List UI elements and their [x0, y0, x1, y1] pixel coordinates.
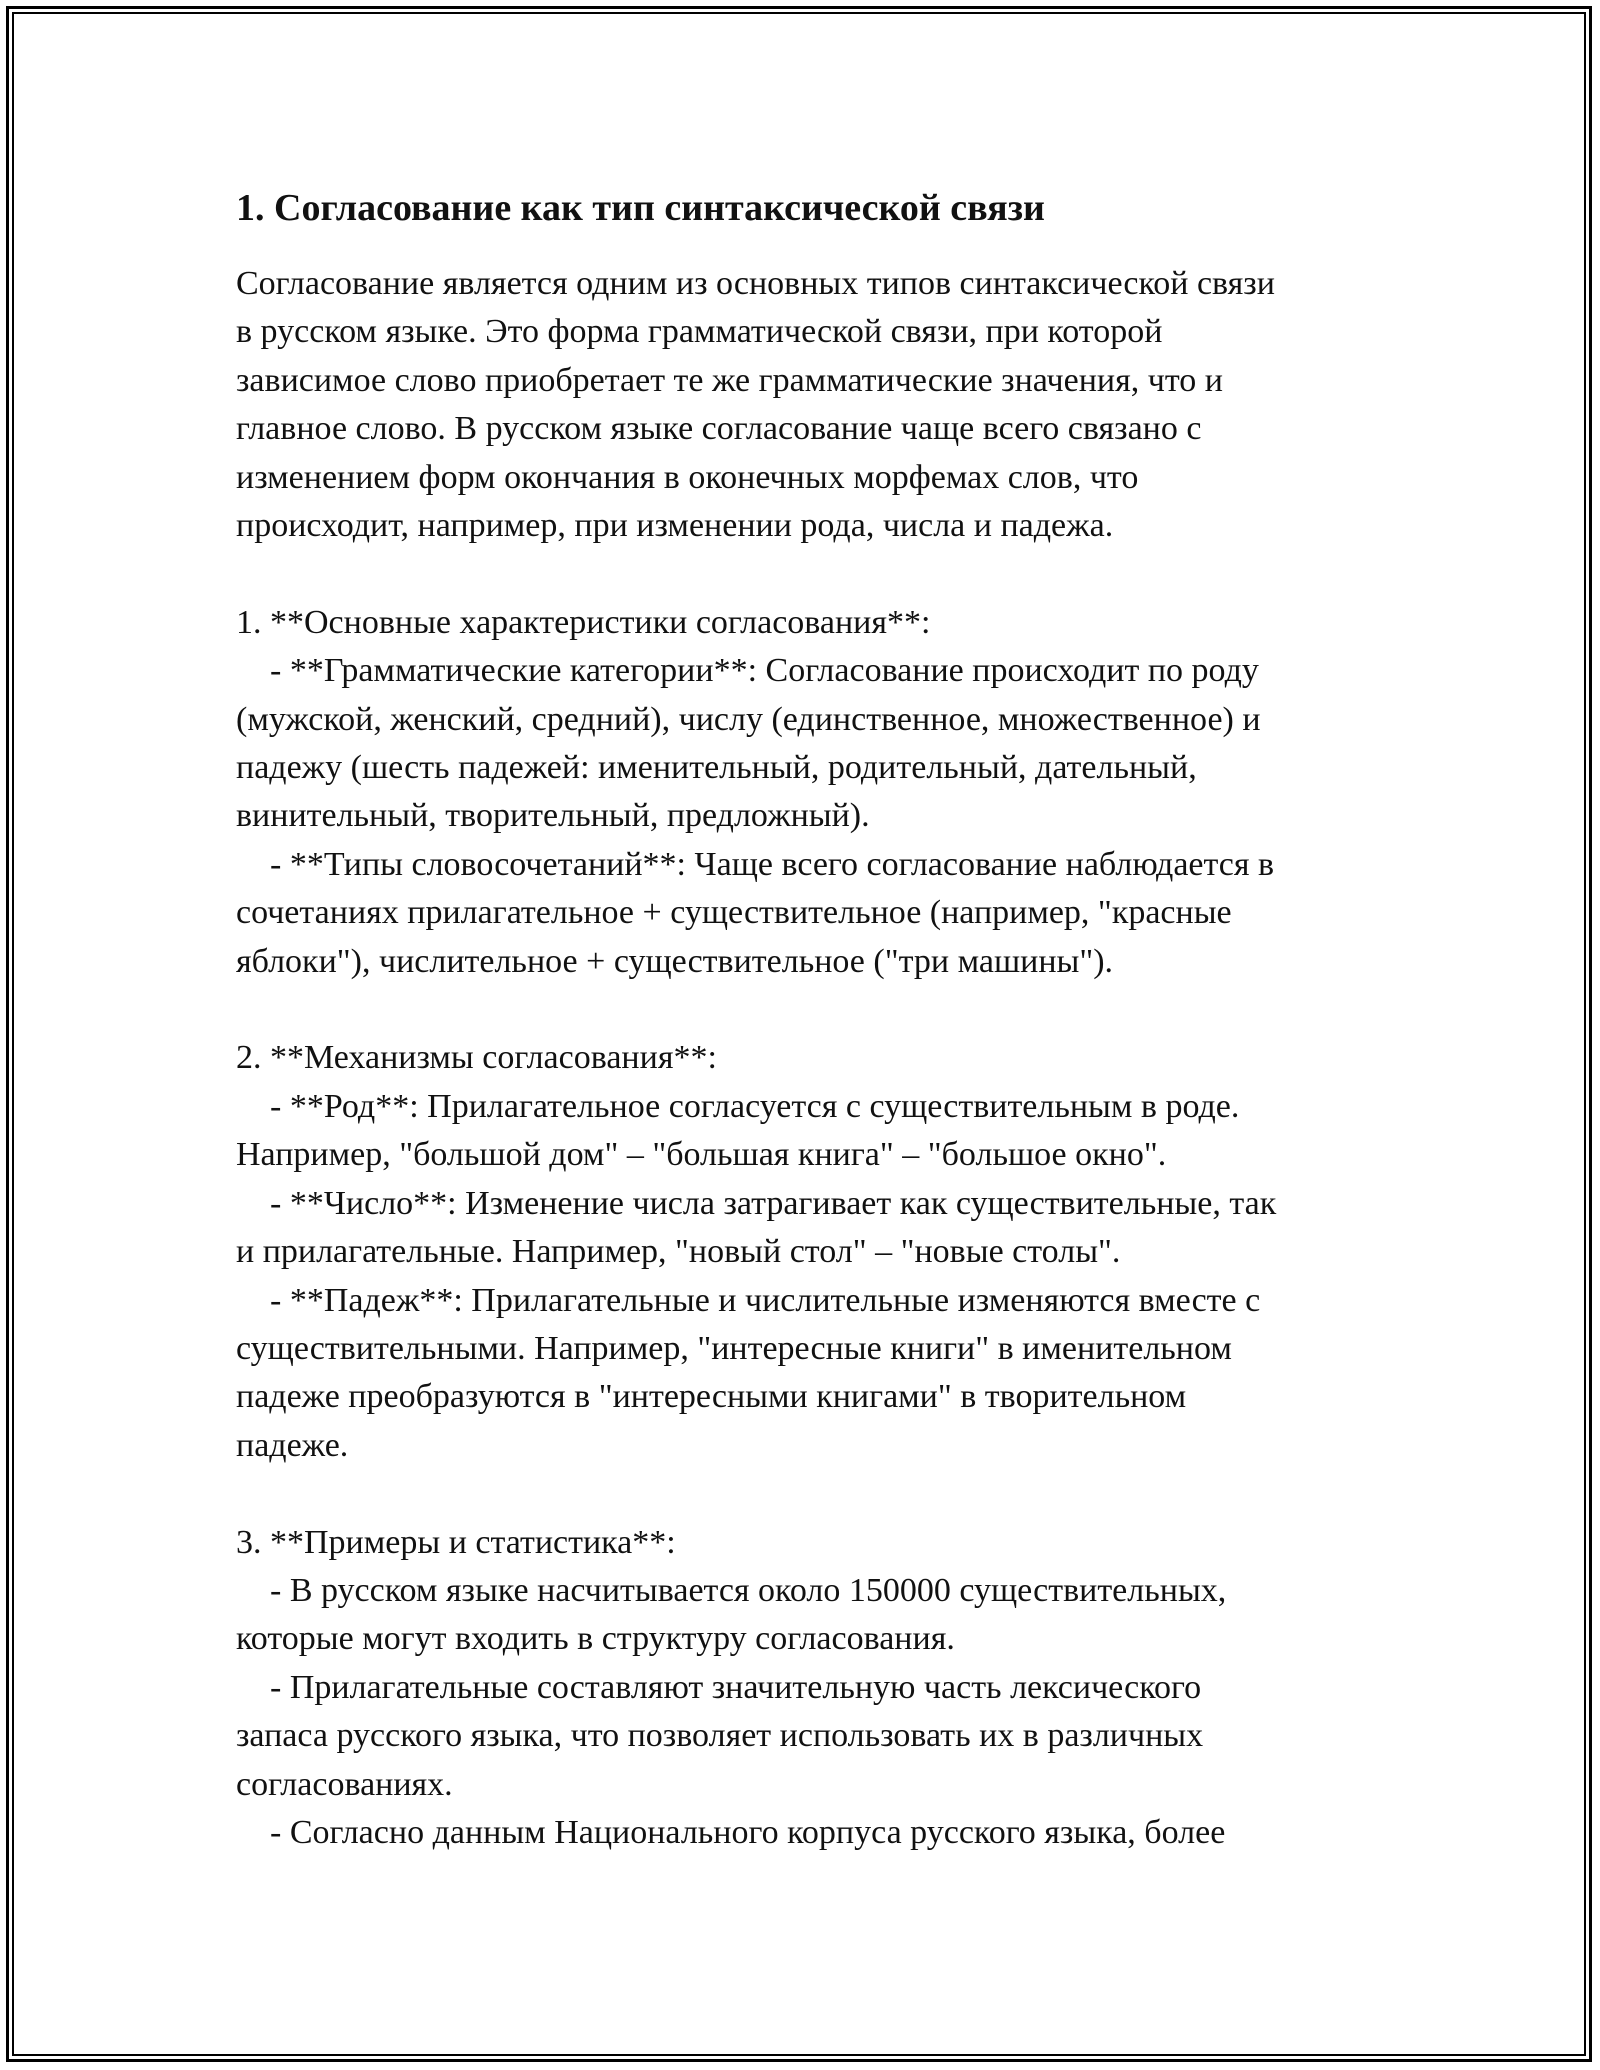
list-subitem-continuation: согласованиях.: [236, 1765, 453, 1803]
list-item-title: 2. **Механизмы согласования**:: [236, 1039, 717, 1077]
list-subitem-continuation: Например, "большой дом" – "большая книга" – "большое окно".: [236, 1136, 1167, 1174]
list-item-title: 3. **Примеры и статистика**:: [236, 1523, 676, 1561]
intro-line: происходит, например, при изменении рода, числа и падежа.: [236, 507, 1114, 545]
paragraph-gap: [236, 986, 1376, 1034]
list-subitem: - **Падеж**: Прилагательные и числительные изменяются вместе с: [270, 1281, 1261, 1319]
list-subitem: - **Число**: Изменение числа затрагивает как существительные, так: [270, 1184, 1277, 1222]
list-subitem: - **Грамматические категории**: Согласование происходит по роду: [270, 652, 1259, 690]
list-section-examples: [236, 1519, 1376, 1858]
list-section-mechanisms: [236, 1034, 1376, 1470]
paragraph-gap: [236, 1470, 1376, 1518]
list-subitem: - Прилагательные составляют значительную часть лексического: [270, 1668, 1202, 1706]
list-subitem: - Согласно данным Национального корпуса русского языка, более: [270, 1813, 1226, 1851]
list-subitem-continuation: (мужской, женский, средний), числу (единственное, множественное) и: [236, 700, 1261, 738]
list-subitem-continuation: падеже преобразуются в "интересными книгами" в творительном: [236, 1378, 1187, 1416]
list-subitem-continuation: винительный, творительный, предложный).: [236, 797, 870, 835]
list-section-characteristics: [236, 599, 1376, 986]
list-subitem: - **Род**: Прилагательное согласуется с существительным в роде.: [270, 1087, 1240, 1125]
list-subitem: - **Типы словосочетаний**: Чаще всего согласование наблюдается в: [270, 845, 1275, 883]
document-body: [236, 184, 1376, 1857]
list-subitem-continuation: яблоки"), числительное + существительное ("три машины").: [236, 942, 1114, 980]
intro-line: в русском языке. Это форма грамматической связи, при которой: [236, 313, 1163, 351]
list-subitem-continuation: падежу (шесть падежей: именительный, родительный, дательный,: [236, 749, 1197, 787]
list-subitem-continuation: существительными. Например, "интересные книги" в именительном: [236, 1329, 1232, 1367]
intro-line: Согласование является одним из основных типов синтаксической связи: [236, 265, 1275, 302]
list-subitem-continuation: падеже.: [236, 1426, 349, 1464]
list-subitem-continuation: запаса русского языка, что позволяет использовать их в различных: [236, 1717, 1204, 1755]
list-item-title: 1. **Основные характеристики согласования**:: [236, 603, 931, 641]
list-subitem: - В русском языке насчитывается около 150000 существительных,: [270, 1571, 1227, 1609]
intro-line: изменением форм окончания в оконечных морфемах слов, что: [236, 458, 1139, 496]
intro-paragraph: [236, 260, 1376, 550]
paragraph-gap: [236, 550, 1376, 598]
intro-line: главное слово. В русском языке согласование чаще всего связано с: [236, 410, 1202, 448]
section-heading: 1. Согласование как тип синтаксической связи: [236, 187, 1045, 229]
list-subitem-continuation: которые могут входить в структуру согласования.: [236, 1620, 955, 1658]
list-subitem-continuation: и прилагательные. Например, "новый стол" – "новые столы".: [236, 1233, 1121, 1271]
list-subitem-continuation: сочетаниях прилагательное + существительное (например, "красные: [236, 894, 1232, 932]
intro-line: зависимое слово приобретает те же грамматические значения, что и: [236, 361, 1223, 399]
